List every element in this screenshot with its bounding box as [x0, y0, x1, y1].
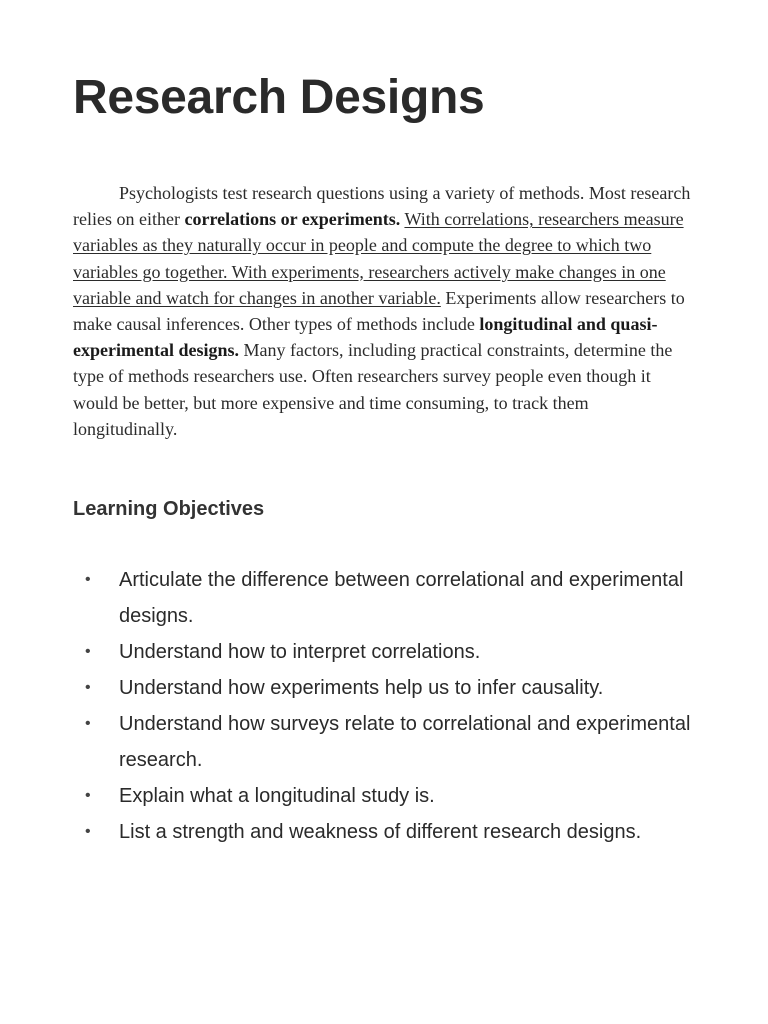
- learning-objectives-list: [73, 562, 713, 850]
- intro-underlined-definitions: With correlations, researchers measure variables as they naturally occur in people and compute the degree to which two variables go together. With experiments, researchers actively make changes in one variable and watch for changes in another variable.: [73, 209, 684, 308]
- list-item-text: Understand how to interpret correlations.: [119, 641, 481, 663]
- list-item: [73, 706, 713, 778]
- list-item: [73, 778, 713, 814]
- intro-bold-longitudinal-quasi: longitudinal and quasi-experimental designs.: [73, 314, 658, 361]
- list-item: [73, 670, 713, 706]
- list-item-text: Understand how surveys relate to correlational and experimental research.: [119, 713, 691, 771]
- list-item: [73, 562, 713, 634]
- list-item-text: Articulate the difference between correlational and experimental designs.: [119, 569, 684, 627]
- intro-text-3: Experiments allow researchers to make causal inferences. Other types of methods include: [73, 287, 685, 335]
- list-item: [73, 634, 713, 670]
- intro-paragraph: [73, 180, 695, 442]
- intro-text-1: Psychologists test research questions using a variety of methods. Most research relies on either: [73, 183, 691, 230]
- learning-objectives-heading: Learning Objectives: [73, 498, 265, 520]
- page-title: Research Designs: [73, 71, 485, 124]
- list-item: [73, 814, 713, 850]
- list-item-text: Explain what a longitudinal study is.: [119, 785, 435, 807]
- bullet-icon: •: [85, 643, 91, 660]
- bullet-icon: •: [85, 679, 91, 696]
- intro-text-4: Many factors, including practical constraints, determine the type of methods researchers use. Often researchers survey people even though it would be better, but more expensive and time consuming, to track them longitudinally.: [73, 340, 673, 439]
- bullet-icon: •: [85, 823, 91, 840]
- list-item-text: Understand how experiments help us to infer causality.: [119, 677, 604, 699]
- intro-bold-correlations-experiments: correlations or experiments.: [184, 209, 401, 230]
- bullet-icon: •: [85, 571, 91, 588]
- list-item-text: List a strength and weakness of different research designs.: [119, 821, 642, 843]
- bullet-icon: •: [85, 715, 91, 732]
- bullet-icon: •: [85, 787, 91, 804]
